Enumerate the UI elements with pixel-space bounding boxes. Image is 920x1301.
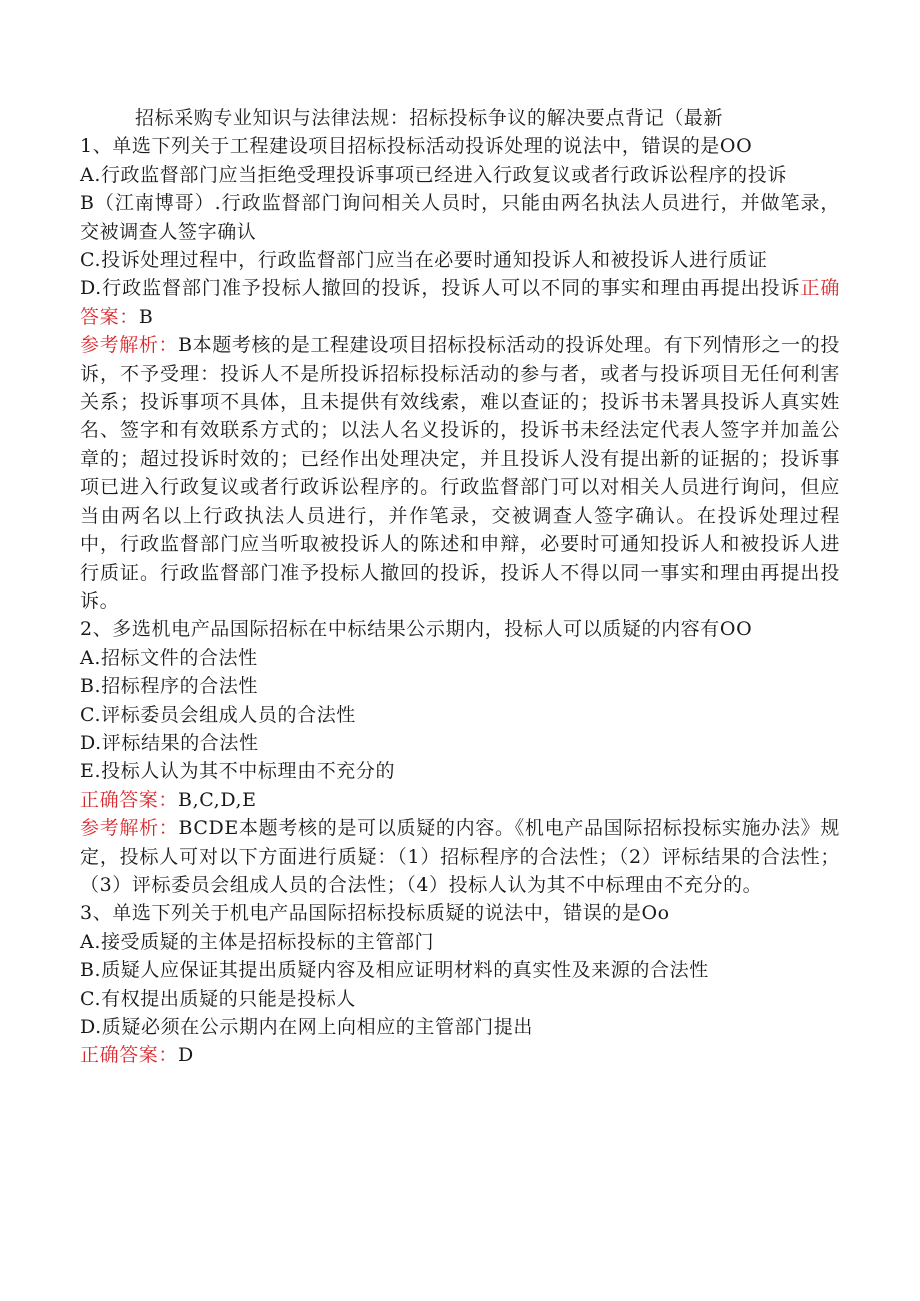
- q3-stem: 3、单选下列关于机电产品国际招标投标质疑的说法中，错误的是Oo: [80, 902, 670, 925]
- q1-answer-label: 正确答案：: [80, 277, 840, 328]
- q2-answer-label: 正确答案：: [80, 788, 179, 811]
- q1-analysis-label: 参考解析：: [80, 334, 179, 357]
- q1-option-a: A.行政监督部门应当拒绝受理投诉事项已经进入行政复议或者行政诉讼程序的投诉: [80, 163, 787, 186]
- q3-option-c: C.有权提出质疑的只能是投标人: [80, 987, 356, 1010]
- q3-answer-label: 正确答案：: [80, 1044, 179, 1067]
- q2-option-c: C.评标委员会组成人员的合法性: [80, 703, 356, 726]
- document-title: 招标采购专业知识与法律法规：招标投标争议的解决要点背记（最新: [135, 107, 724, 129]
- q2-analysis-label: 参考解析：: [80, 817, 179, 840]
- q1-option-b: B（江南博哥）.行政监督部门询问相关人员时，只能由两名执法人员进行，并做笔录，交被调查人签字确认: [80, 192, 840, 243]
- q1-answer-value: B: [138, 305, 154, 328]
- q2-option-e: E.投标人认为其不中标理由不充分的: [80, 760, 396, 783]
- q2-analysis: [80, 814, 840, 899]
- q1-analysis-text: B本题考核的是工程建设项目招标投标活动的投诉处理。有下列情形之一的投诉，不予受理：投诉人不是所投诉招标投标活动的参与者，或者与投诉项目无任何利害关系；投诉事项不具体，且未提供有效线索，难以查证的；投诉书未署具投诉人真实姓名、签字和有效联系方式的；以法人名义投诉的，投诉书未经法定代表人签字并加盖公章的；超过投诉时效的；已经作出处理决定，并且投诉人没有提出新的证据的；投诉事项已进入行政复议或者行政诉讼程序的。行政监督部门可以对相关人员进行询问，但应当由两名以上行政执法人员进行，并作笔录，交被调查人签字确认。在投诉处理过程中，行政监督部门应当听取被投诉人的陈述和申辩，必要时可通知投诉人和被投诉人进行质证。行政监督部门准予投标人撤回的投诉，投诉人不得以同一事实和理由再提出投诉。: [80, 334, 840, 612]
- q1-stem: 1、单选下列关于工程建设项目招标投标活动投诉处理的说法中，错误的是OO: [80, 135, 753, 158]
- q3-answer-value: D: [178, 1044, 194, 1067]
- q2-answer-value: B,C,D,E: [178, 788, 257, 811]
- q2-answer: [80, 786, 840, 814]
- q3-answer: [80, 1041, 840, 1069]
- q2-option-a: A.招标文件的合法性: [80, 646, 258, 669]
- q1-option-d-with-answer: [80, 274, 840, 331]
- q1-analysis: [80, 331, 840, 615]
- q3-option-d: D.质疑必须在公示期内在网上向相应的主管部门提出: [80, 1016, 533, 1038]
- q2-option-d: D.评标结果的合法性: [80, 731, 259, 754]
- q1-option-d: D.行政监督部门准予投标人撤回的投诉，投诉人可以不同的事实和理由再提出投诉: [80, 277, 801, 300]
- q3-option-a: A.接受质疑的主体是招标投标的主管部门: [80, 930, 435, 953]
- q2-analysis-text: BCDE本题考核的是可以质疑的内容。《机电产品国际招标投标实施办法》规定，投标人可对以下方面进行质疑：（1）招标程序的合法性；（2）评标结果的合法性；（3）评标委员会组成人员的合法性；（4）投标人认为其不中标理由不充分的。: [80, 817, 840, 896]
- q2-stem: 2、多选机电产品国际招标在中标结果公示期内，投标人可以质疑的内容有OO: [80, 618, 753, 641]
- q2-option-b: B.招标程序的合法性: [80, 675, 259, 698]
- q3-option-b: B.质疑人应保证其提出质疑内容及相应证明材料的真实性及来源的合法性: [80, 959, 709, 982]
- document-page: [80, 104, 840, 1070]
- q1-option-c: C.投诉处理过程中，行政监督部门应当在必要时通知投诉人和被投诉人进行质证: [80, 249, 768, 272]
